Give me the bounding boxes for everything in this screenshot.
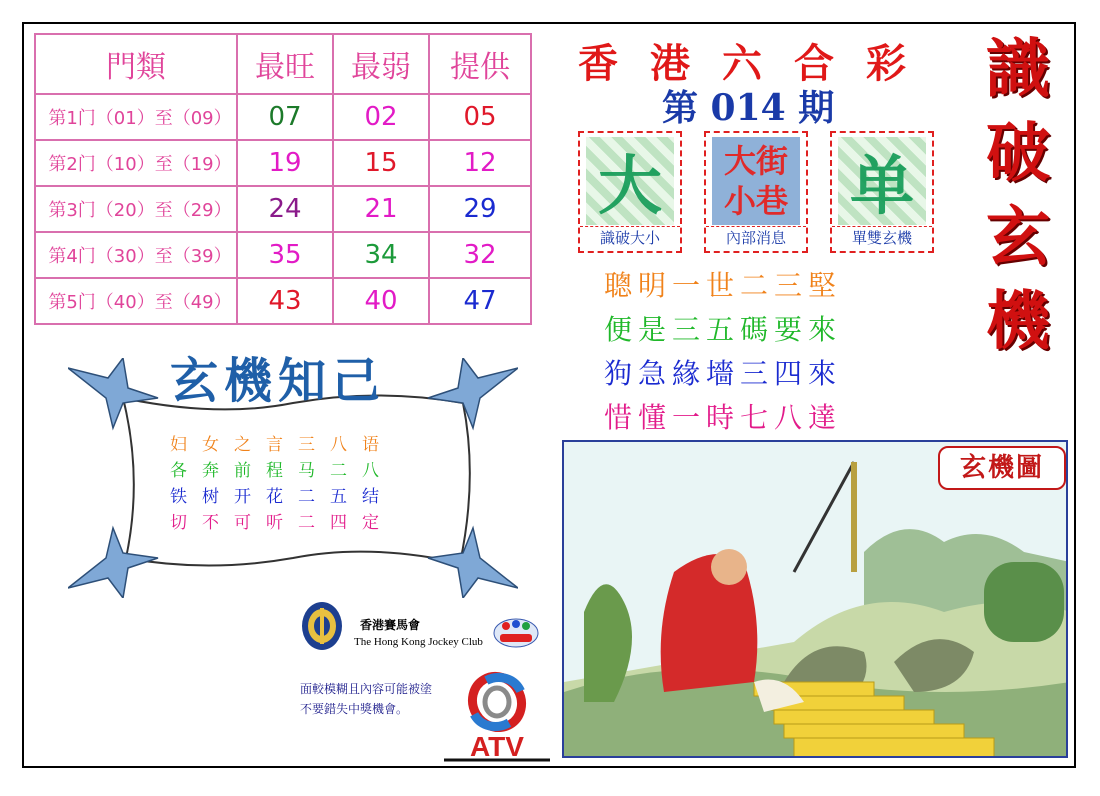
number-cell: 12: [429, 140, 531, 186]
number-cell: 43: [237, 278, 333, 324]
number-cell: 07: [237, 94, 333, 140]
poem-line: 聰明一世二三堅: [604, 269, 843, 302]
number-cell: 29: [429, 186, 531, 232]
number-cell: 15: [333, 140, 429, 186]
table-row: [35, 232, 531, 278]
scroll-title: 玄機知己: [170, 353, 387, 409]
vertical-char: 玄: [986, 200, 1050, 275]
row-label: 第4门（30）至（39）: [35, 232, 237, 278]
table-row: [35, 140, 531, 186]
number-cell: 40: [333, 278, 429, 324]
page-title: 香港六合彩: [578, 40, 938, 87]
row-label: 第1门（01）至（09）: [35, 94, 237, 140]
box-odd-even: [830, 131, 934, 253]
table-row: [35, 94, 531, 140]
box-caption: 內部消息: [706, 226, 806, 249]
mark-six-logo-icon: [492, 616, 540, 650]
scroll-line: 妇女之言三八语: [170, 435, 394, 455]
note-line-2: 不要錯失中獎機會。: [300, 702, 409, 716]
scroll-line: 切不可听二四定: [170, 513, 394, 533]
street-image: [712, 137, 800, 225]
number-cell: 35: [237, 232, 333, 278]
header-provided: 提供: [429, 34, 531, 94]
number-cell: 19: [237, 140, 333, 186]
atv-label: ATV: [470, 731, 524, 762]
table-row: [35, 186, 531, 232]
mosaic-image: [838, 137, 926, 225]
vertical-char: 識: [986, 32, 1050, 107]
box-big-small: [578, 131, 682, 253]
painting-badge: 玄機圖: [938, 446, 1066, 490]
number-cell: 02: [333, 94, 429, 140]
mosaic-image: [586, 137, 674, 225]
atv-logo-icon: [442, 670, 552, 762]
issue-number: 第 014 期: [662, 87, 835, 129]
scroll-line: 铁树开花二五结: [170, 487, 394, 507]
number-cell: 47: [429, 278, 531, 324]
box-caption: 識破大小: [580, 226, 680, 249]
poem-line: 狗急緣墻三四來: [604, 357, 843, 390]
scroll-line: 各奔前程马二八: [170, 461, 394, 481]
box-glyph: 大: [598, 149, 662, 224]
hkjc-logo-icon: [300, 600, 344, 652]
header-category: 門類: [35, 34, 237, 94]
number-cell: 21: [333, 186, 429, 232]
hkjc-name-cn: 香港賽馬會: [360, 618, 421, 632]
header-weakest: 最弱: [333, 34, 429, 94]
number-cell: 24: [237, 186, 333, 232]
box-inside-news: [704, 131, 808, 253]
vertical-char: 機: [986, 284, 1050, 359]
note-line-1: 面較模糊且內容可能被塗: [300, 682, 433, 696]
poem-line: 惜懂一時七八達: [604, 401, 843, 434]
row-label: 第5门（40）至（49）: [35, 278, 237, 324]
row-label: 第2门（10）至（19）: [35, 140, 237, 186]
row-label: 第3门（20）至（29）: [35, 186, 237, 232]
box-caption: 單雙玄機: [832, 226, 932, 249]
box-glyph: 单: [850, 149, 914, 224]
table-header-row: [35, 34, 531, 94]
vertical-title: [968, 28, 1068, 364]
number-table: [34, 33, 532, 325]
number-cell: 05: [429, 94, 531, 140]
header-strongest: 最旺: [237, 34, 333, 94]
number-cell: 34: [333, 232, 429, 278]
box-glyph-line: 大街: [723, 142, 788, 180]
hkjc-name-en: The Hong Kong Jockey Club: [354, 636, 483, 648]
vertical-char: 破: [986, 116, 1050, 191]
table-row: [35, 278, 531, 324]
number-cell: 32: [429, 232, 531, 278]
poem-line: 便是三五碼要來: [604, 313, 843, 346]
box-glyph-line: 小巷: [723, 182, 788, 220]
